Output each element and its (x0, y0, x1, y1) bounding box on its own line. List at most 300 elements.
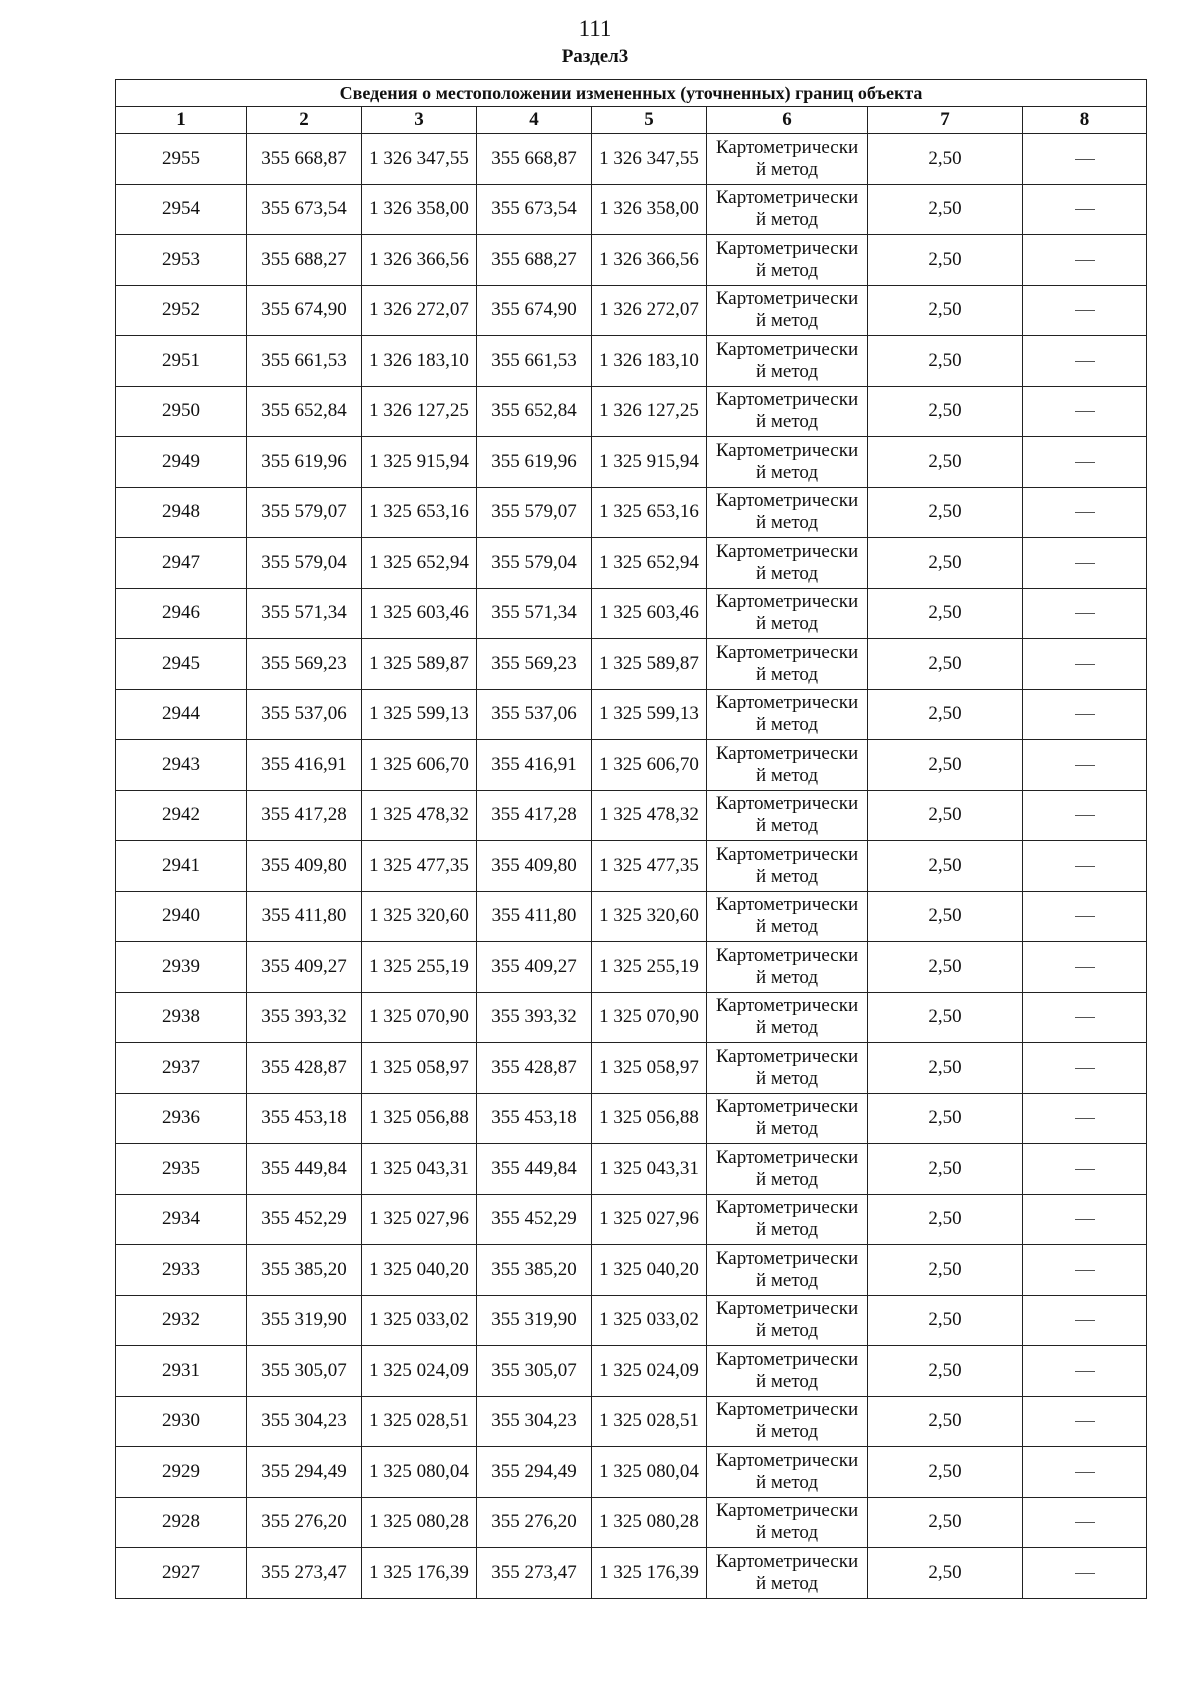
description-cell (1023, 487, 1147, 538)
coordinate-x-existing: 355 428,87 (247, 1043, 362, 1094)
dash-mark (1075, 1169, 1095, 1170)
coordinate-y-existing: 1 325 027,96 (362, 1194, 477, 1245)
accuracy-value: 2,50 (868, 1447, 1023, 1498)
determination-method (707, 942, 868, 993)
table-row (116, 1396, 1147, 1447)
method-line-1: Картометрически (715, 490, 859, 512)
description-cell (1023, 1497, 1147, 1548)
dash-mark (1075, 1068, 1095, 1069)
accuracy-value: 2,50 (868, 1346, 1023, 1397)
determination-method (707, 538, 868, 589)
method-line-2: й метод (755, 663, 819, 685)
method-line-2: й метод (755, 1370, 819, 1392)
coordinate-y-new: 1 325 080,04 (592, 1447, 707, 1498)
coordinate-y-existing: 1 325 606,70 (362, 740, 477, 791)
column-number-6: 6 (707, 107, 868, 134)
method-line-1: Картометрически (715, 641, 859, 663)
accuracy-value: 2,50 (868, 184, 1023, 235)
point-number: 2941 (116, 841, 247, 892)
column-number-8: 8 (1023, 107, 1147, 134)
coordinate-y-existing: 1 326 272,07 (362, 285, 477, 336)
description-cell (1023, 891, 1147, 942)
table-row (116, 1346, 1147, 1397)
accuracy-value: 2,50 (868, 1194, 1023, 1245)
point-number: 2950 (116, 386, 247, 437)
coordinate-x-new: 355 276,20 (477, 1497, 592, 1548)
method-line-1: Картометрически (715, 1500, 859, 1522)
dash-mark (1075, 1472, 1095, 1473)
accuracy-value: 2,50 (868, 1548, 1023, 1599)
coordinate-x-existing: 355 305,07 (247, 1346, 362, 1397)
point-number: 2946 (116, 588, 247, 639)
table-row (116, 1548, 1147, 1599)
determination-method (707, 1093, 868, 1144)
coordinate-y-new: 1 325 027,96 (592, 1194, 707, 1245)
coordinate-x-existing: 355 411,80 (247, 891, 362, 942)
coordinate-y-new: 1 326 272,07 (592, 285, 707, 336)
dash-mark (1075, 159, 1095, 160)
coordinate-y-existing: 1 325 320,60 (362, 891, 477, 942)
accuracy-value: 2,50 (868, 588, 1023, 639)
point-number: 2947 (116, 538, 247, 589)
method-line-2: й метод (755, 360, 819, 382)
accuracy-value: 2,50 (868, 942, 1023, 993)
coordinate-x-new: 355 673,54 (477, 184, 592, 235)
description-cell (1023, 1144, 1147, 1195)
description-cell (1023, 285, 1147, 336)
dash-mark (1075, 613, 1095, 614)
determination-method (707, 1346, 868, 1397)
description-cell (1023, 1396, 1147, 1447)
coordinate-y-existing: 1 325 255,19 (362, 942, 477, 993)
dash-mark (1075, 1017, 1095, 1018)
description-cell (1023, 336, 1147, 387)
table-row (116, 942, 1147, 993)
determination-method (707, 1548, 868, 1599)
description-cell (1023, 134, 1147, 185)
coordinate-x-new: 355 411,80 (477, 891, 592, 942)
determination-method (707, 235, 868, 286)
description-cell (1023, 1346, 1147, 1397)
description-cell (1023, 689, 1147, 740)
coordinate-x-new: 355 428,87 (477, 1043, 592, 1094)
dash-mark (1075, 1573, 1095, 1574)
coordinate-x-existing: 355 579,04 (247, 538, 362, 589)
method-line-1: Картометрически (715, 1045, 859, 1067)
method-line-2: й метод (755, 865, 819, 887)
coordinate-y-new: 1 325 255,19 (592, 942, 707, 993)
table-row (116, 134, 1147, 185)
dash-mark (1075, 512, 1095, 513)
coordinate-x-existing: 355 652,84 (247, 386, 362, 437)
method-line-1: Картометрически (715, 1399, 859, 1421)
coordinate-y-existing: 1 325 477,35 (362, 841, 477, 892)
coordinate-y-new: 1 325 070,90 (592, 992, 707, 1043)
method-line-2: й метод (755, 512, 819, 534)
coordinate-y-existing: 1 325 028,51 (362, 1396, 477, 1447)
accuracy-value: 2,50 (868, 841, 1023, 892)
dash-mark (1075, 260, 1095, 261)
coordinate-x-new: 355 619,96 (477, 437, 592, 488)
coordinate-x-existing: 355 673,54 (247, 184, 362, 235)
coordinate-x-new: 355 449,84 (477, 1144, 592, 1195)
column-number-2: 2 (247, 107, 362, 134)
point-number: 2927 (116, 1548, 247, 1599)
method-line-1: Картометрически (715, 338, 859, 360)
table-row (116, 1497, 1147, 1548)
dash-mark (1075, 411, 1095, 412)
point-number: 2945 (116, 639, 247, 690)
point-number: 2935 (116, 1144, 247, 1195)
coordinate-y-existing: 1 326 366,56 (362, 235, 477, 286)
table-row (116, 285, 1147, 336)
coordinate-x-existing: 355 385,20 (247, 1245, 362, 1296)
table-row (116, 386, 1147, 437)
coordinate-y-existing: 1 325 652,94 (362, 538, 477, 589)
point-number: 2936 (116, 1093, 247, 1144)
description-cell (1023, 790, 1147, 841)
determination-method (707, 336, 868, 387)
table-row (116, 841, 1147, 892)
coordinate-x-existing: 355 294,49 (247, 1447, 362, 1498)
coordinate-x-existing: 355 417,28 (247, 790, 362, 841)
accuracy-value: 2,50 (868, 285, 1023, 336)
determination-method (707, 1497, 868, 1548)
coordinate-x-new: 355 304,23 (477, 1396, 592, 1447)
determination-method (707, 588, 868, 639)
coordinate-y-new: 1 325 915,94 (592, 437, 707, 488)
dash-mark (1075, 815, 1095, 816)
description-cell (1023, 1295, 1147, 1346)
coordinate-x-new: 355 409,80 (477, 841, 592, 892)
description-cell (1023, 740, 1147, 791)
method-line-1: Картометрически (715, 540, 859, 562)
determination-method (707, 1043, 868, 1094)
determination-method (707, 790, 868, 841)
dash-mark (1075, 209, 1095, 210)
coordinate-x-new: 355 452,29 (477, 1194, 592, 1245)
method-line-2: й метод (755, 1168, 819, 1190)
method-line-1: Картометрически (715, 1348, 859, 1370)
coordinate-y-new: 1 325 606,70 (592, 740, 707, 791)
method-line-1: Картометрически (715, 742, 859, 764)
dash-mark (1075, 1421, 1095, 1422)
point-number: 2938 (116, 992, 247, 1043)
coordinate-y-existing: 1 325 603,46 (362, 588, 477, 639)
coordinate-y-new: 1 325 653,16 (592, 487, 707, 538)
column-number-row (116, 107, 1147, 134)
determination-method (707, 992, 868, 1043)
method-line-1: Картометрически (715, 1550, 859, 1572)
method-line-2: й метод (755, 1219, 819, 1241)
method-line-2: й метод (755, 562, 819, 584)
coordinate-y-new: 1 325 056,88 (592, 1093, 707, 1144)
table-row (116, 1144, 1147, 1195)
accuracy-value: 2,50 (868, 1245, 1023, 1296)
column-number-7: 7 (868, 107, 1023, 134)
point-number: 2944 (116, 689, 247, 740)
coordinate-x-new: 355 668,87 (477, 134, 592, 185)
coordinate-x-existing: 355 453,18 (247, 1093, 362, 1144)
coordinate-x-existing: 355 619,96 (247, 437, 362, 488)
method-line-1: Картометрически (715, 793, 859, 815)
coordinate-y-existing: 1 325 478,32 (362, 790, 477, 841)
method-line-2: й метод (755, 310, 819, 332)
point-number: 2928 (116, 1497, 247, 1548)
table-row (116, 538, 1147, 589)
accuracy-value: 2,50 (868, 538, 1023, 589)
coordinate-y-new: 1 325 080,28 (592, 1497, 707, 1548)
coordinate-y-new: 1 326 347,55 (592, 134, 707, 185)
method-line-1: Картометрически (715, 136, 859, 158)
determination-method (707, 437, 868, 488)
coordinate-x-new: 355 393,32 (477, 992, 592, 1043)
description-cell (1023, 235, 1147, 286)
determination-method (707, 487, 868, 538)
determination-method (707, 285, 868, 336)
method-line-2: й метод (755, 1320, 819, 1342)
point-number: 2955 (116, 134, 247, 185)
method-line-2: й метод (755, 259, 819, 281)
table-row (116, 437, 1147, 488)
coordinate-x-existing: 355 571,34 (247, 588, 362, 639)
method-line-1: Картометрически (715, 1197, 859, 1219)
dash-mark (1075, 967, 1095, 968)
dash-mark (1075, 1219, 1095, 1220)
method-line-2: й метод (755, 916, 819, 938)
accuracy-value: 2,50 (868, 992, 1023, 1043)
boundary-coordinates-table (115, 79, 1147, 1599)
point-number: 2953 (116, 235, 247, 286)
coordinate-y-existing: 1 326 127,25 (362, 386, 477, 437)
coordinate-x-new: 355 385,20 (477, 1245, 592, 1296)
description-cell (1023, 538, 1147, 589)
coordinate-x-existing: 355 668,87 (247, 134, 362, 185)
point-number: 2929 (116, 1447, 247, 1498)
method-line-2: й метод (755, 1017, 819, 1039)
coordinate-x-existing: 355 674,90 (247, 285, 362, 336)
accuracy-value: 2,50 (868, 740, 1023, 791)
coordinate-y-new: 1 326 183,10 (592, 336, 707, 387)
coordinate-x-existing: 355 452,29 (247, 1194, 362, 1245)
determination-method (707, 639, 868, 690)
dash-mark (1075, 1371, 1095, 1372)
method-line-2: й метод (755, 209, 819, 231)
table-body (116, 134, 1147, 1599)
dash-mark (1075, 664, 1095, 665)
coordinate-y-new: 1 325 040,20 (592, 1245, 707, 1296)
description-cell (1023, 588, 1147, 639)
table-caption: Сведения о местоположении измененных (уточненных) границ объекта (116, 80, 1147, 107)
determination-method (707, 1194, 868, 1245)
method-line-2: й метод (755, 1421, 819, 1443)
accuracy-value: 2,50 (868, 487, 1023, 538)
coordinate-y-new: 1 325 033,02 (592, 1295, 707, 1346)
accuracy-value: 2,50 (868, 689, 1023, 740)
accuracy-value: 2,50 (868, 1497, 1023, 1548)
accuracy-value: 2,50 (868, 235, 1023, 286)
coordinate-x-new: 355 453,18 (477, 1093, 592, 1144)
coordinate-x-new: 355 409,27 (477, 942, 592, 993)
coordinate-x-new: 355 652,84 (477, 386, 592, 437)
method-line-2: й метод (755, 1471, 819, 1493)
coordinate-y-existing: 1 325 080,04 (362, 1447, 477, 1498)
table-row (116, 1043, 1147, 1094)
description-cell (1023, 1093, 1147, 1144)
determination-method (707, 1396, 868, 1447)
dash-mark (1075, 1118, 1095, 1119)
coordinate-y-existing: 1 325 033,02 (362, 1295, 477, 1346)
dash-mark (1075, 866, 1095, 867)
coordinate-x-existing: 355 688,27 (247, 235, 362, 286)
dash-mark (1075, 361, 1095, 362)
table-row (116, 891, 1147, 942)
method-line-1: Картометрически (715, 237, 859, 259)
table-row (116, 1295, 1147, 1346)
coordinate-y-new: 1 325 652,94 (592, 538, 707, 589)
determination-method (707, 689, 868, 740)
coordinate-y-existing: 1 326 358,00 (362, 184, 477, 235)
table-row (116, 487, 1147, 538)
point-number: 2951 (116, 336, 247, 387)
coordinate-x-new: 355 319,90 (477, 1295, 592, 1346)
description-cell (1023, 1194, 1147, 1245)
coordinate-y-existing: 1 326 347,55 (362, 134, 477, 185)
method-line-2: й метод (755, 1118, 819, 1140)
table-row (116, 992, 1147, 1043)
determination-method (707, 740, 868, 791)
accuracy-value: 2,50 (868, 1144, 1023, 1195)
point-number: 2932 (116, 1295, 247, 1346)
coordinate-x-new: 355 417,28 (477, 790, 592, 841)
coordinate-x-new: 355 273,47 (477, 1548, 592, 1599)
method-line-2: й метод (755, 714, 819, 736)
description-cell (1023, 437, 1147, 488)
point-number: 2937 (116, 1043, 247, 1094)
column-number-5: 5 (592, 107, 707, 134)
coordinate-y-new: 1 325 599,13 (592, 689, 707, 740)
point-number: 2940 (116, 891, 247, 942)
method-line-2: й метод (755, 1269, 819, 1291)
method-line-1: Картометрически (715, 439, 859, 461)
determination-method (707, 134, 868, 185)
method-line-1: Картометрически (715, 187, 859, 209)
coordinate-y-new: 1 325 603,46 (592, 588, 707, 639)
coordinate-y-existing: 1 325 589,87 (362, 639, 477, 690)
coordinate-x-existing: 355 537,06 (247, 689, 362, 740)
method-line-1: Картометрически (715, 894, 859, 916)
coordinate-y-existing: 1 325 080,28 (362, 1497, 477, 1548)
coordinate-x-existing: 355 393,32 (247, 992, 362, 1043)
coordinate-x-new: 355 674,90 (477, 285, 592, 336)
dash-mark (1075, 916, 1095, 917)
accuracy-value: 2,50 (868, 437, 1023, 488)
description-cell (1023, 184, 1147, 235)
method-line-1: Картометрически (715, 1146, 859, 1168)
dash-mark (1075, 1522, 1095, 1523)
coordinate-x-existing: 355 276,20 (247, 1497, 362, 1548)
accuracy-value: 2,50 (868, 790, 1023, 841)
coordinate-y-existing: 1 325 653,16 (362, 487, 477, 538)
dash-mark (1075, 1270, 1095, 1271)
coordinate-y-new: 1 325 478,32 (592, 790, 707, 841)
accuracy-value: 2,50 (868, 639, 1023, 690)
method-line-2: й метод (755, 764, 819, 786)
accuracy-value: 2,50 (868, 336, 1023, 387)
determination-method (707, 1144, 868, 1195)
description-cell (1023, 1245, 1147, 1296)
description-cell (1023, 841, 1147, 892)
method-line-2: й метод (755, 158, 819, 180)
coordinate-y-existing: 1 325 043,31 (362, 1144, 477, 1195)
coordinate-x-new: 355 416,91 (477, 740, 592, 791)
point-number: 2939 (116, 942, 247, 993)
accuracy-value: 2,50 (868, 1396, 1023, 1447)
point-number: 2942 (116, 790, 247, 841)
coordinate-y-existing: 1 325 024,09 (362, 1346, 477, 1397)
column-number-1: 1 (116, 107, 247, 134)
accuracy-value: 2,50 (868, 1295, 1023, 1346)
description-cell (1023, 1447, 1147, 1498)
table-row (116, 184, 1147, 235)
table-row (116, 689, 1147, 740)
determination-method (707, 1295, 868, 1346)
method-line-1: Картометрически (715, 288, 859, 310)
coordinate-y-existing: 1 325 056,88 (362, 1093, 477, 1144)
determination-method (707, 891, 868, 942)
column-number-4: 4 (477, 107, 592, 134)
method-line-1: Картометрически (715, 995, 859, 1017)
method-line-1: Картометрически (715, 1247, 859, 1269)
description-cell (1023, 386, 1147, 437)
point-number: 2943 (116, 740, 247, 791)
dash-mark (1075, 310, 1095, 311)
coordinate-x-existing: 355 409,80 (247, 841, 362, 892)
coordinate-y-new: 1 326 366,56 (592, 235, 707, 286)
coordinate-y-new: 1 325 043,31 (592, 1144, 707, 1195)
method-line-1: Картометрически (715, 692, 859, 714)
description-cell (1023, 992, 1147, 1043)
table-row (116, 740, 1147, 791)
coordinate-y-new: 1 325 058,97 (592, 1043, 707, 1094)
coordinate-y-existing: 1 325 040,20 (362, 1245, 477, 1296)
method-line-2: й метод (755, 1067, 819, 1089)
method-line-1: Картометрически (715, 843, 859, 865)
dash-mark (1075, 462, 1095, 463)
method-line-2: й метод (755, 411, 819, 433)
table-row (116, 790, 1147, 841)
determination-method (707, 1447, 868, 1498)
table-row (116, 588, 1147, 639)
description-cell (1023, 1548, 1147, 1599)
coordinate-x-existing: 355 416,91 (247, 740, 362, 791)
determination-method (707, 184, 868, 235)
table-row (116, 1093, 1147, 1144)
coordinate-y-new: 1 325 024,09 (592, 1346, 707, 1397)
point-number: 2931 (116, 1346, 247, 1397)
accuracy-value: 2,50 (868, 891, 1023, 942)
coordinate-x-existing: 355 569,23 (247, 639, 362, 690)
coordinate-y-existing: 1 326 183,10 (362, 336, 477, 387)
coordinate-y-new: 1 326 358,00 (592, 184, 707, 235)
coordinate-y-existing: 1 325 599,13 (362, 689, 477, 740)
coordinate-x-new: 355 305,07 (477, 1346, 592, 1397)
method-line-2: й метод (755, 1522, 819, 1544)
coordinate-x-new: 355 294,49 (477, 1447, 592, 1498)
description-cell (1023, 942, 1147, 993)
method-line-1: Картометрически (715, 1096, 859, 1118)
coordinate-x-new: 355 579,07 (477, 487, 592, 538)
